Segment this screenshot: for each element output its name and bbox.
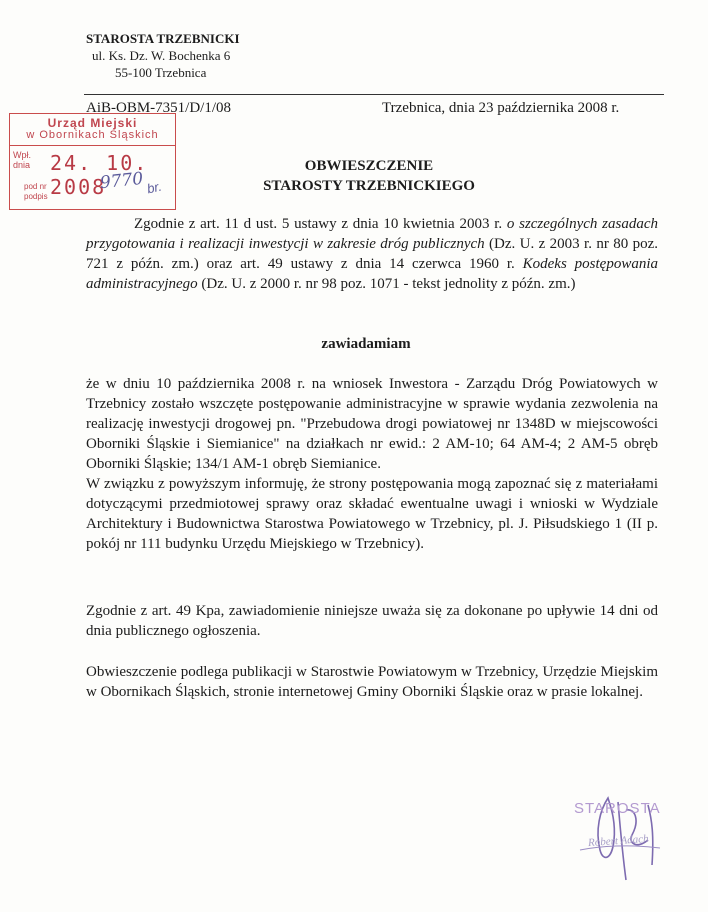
legal-basis-text-3: (Dz. U. z 2000 r. nr 98 poz. 1071 - tekst jednolity z późn. zm.) [197,276,576,292]
stamp-signature-label: podpis [24,192,48,201]
notice-title: OBWIESZCZENIE [304,158,434,174]
legal-basis-act-title-2: Kodeks postępowania administracyjnego [86,256,658,292]
header-divider [84,94,664,95]
issuer-address: ul. Ks. Dz. W. Bochenka 6 [92,48,231,63]
stamp-number-label-1: pod nr [24,182,47,191]
stamp-handwritten-initials: br. [145,178,164,197]
signature-stamp-title: STAROSTA [574,800,661,817]
document-reference: AiB-OBM-7351/D/1/08 [86,100,232,116]
legal-basis-paragraph [86,214,658,294]
legal-basis-text-2: (Dz. U. z 2003 r. nr 80 poz. 721 z późn. zm.) oraz art. 49 ustawy z dnia 14 czerwca 1960 r. [86,236,659,272]
stamp-location: w Obornikach Śląskich [26,129,159,141]
issuer-header [86,30,240,81]
delivery-paragraph: Zgodnie z art. 49 Kpa, zawiadomienie niniejsze uważa się za dokonane po upływie 14 dni od dnia publicznego ogłoszenia. [86,603,658,639]
access-paragraph: W związku z powyższym informuję, że strony postępowania mogą zapoznać się z materiałami dotyczącymi przedmiotowej sprawy oraz składać ewentualne uwagi i wnioski w Wydziale Architektury i Budownictwa Starostwa Powiatowego w Trzebnicy, pl. J. Piłsudskiego 1 (II p. pokój nr 111 budynku Urzędu Miejskiego w Trzebnicy). [86,476,658,552]
signature-stamp-name: Robert Adach [587,832,649,850]
legal-basis-act-title-1: o szczególnych zasadach przygotowania i realizacji inwestycji w zakresie dróg publicznych [86,216,658,252]
legal-basis-text-1: Zgodnie z art. 11 d ust. 5 ustawy z dnia 10 kwietnia 2003 r. [134,216,507,232]
stamp-received-label-2: dnia [13,160,31,170]
publication-paragraph: Obwieszczenie podlega publikacji w Starostwie Powiatowym w Trzebnicy, Urzędzie Miejskim w Obornikach Śląskich, stronie internetowej Gminy Oborniki Śląskie oraz w prasie lokalnej. [86,664,658,700]
stamp-handwritten-number: 9770 [99,168,145,194]
stamp-received-date: 24. 10. 2008 [50,151,149,199]
notify-heading: zawiadamiam [321,336,411,352]
stamp-office: Urząd Miejski [47,116,138,130]
proceedings-paragraph: że w dniu 10 października 2008 r. na wniosek Inwestora - Zarządu Dróg Powiatowych w Trzebnicy zostało wszczęte postępowanie administracyjne w sprawie wydania zezwolenia na realizację inwestycji drogowej pn. "Przebudowa drogi powiatowej nr 1348D w miejscowości Oborniki Śląskie i Siemianice" na działkach nr ewid.: 2 AM-10; 64 AM-4; 2 AM-5 obręb Oborniki Śląskie; 134/1 AM-1 obręb Siemianice. [86,376,658,472]
stamp-divider [10,145,175,146]
issuer-city: 55-100 Trzebnica [115,65,207,80]
notice-subtitle: STAROSTY TRZEBNICKIEGO [263,178,475,194]
stamp-received-label-1: Wpł. [13,150,31,160]
issuer-name: STAROSTA TRZEBNICKI [86,31,240,46]
document-date: Trzebnica, dnia 23 października 2008 r. [382,100,620,116]
notice-body [86,374,658,554]
